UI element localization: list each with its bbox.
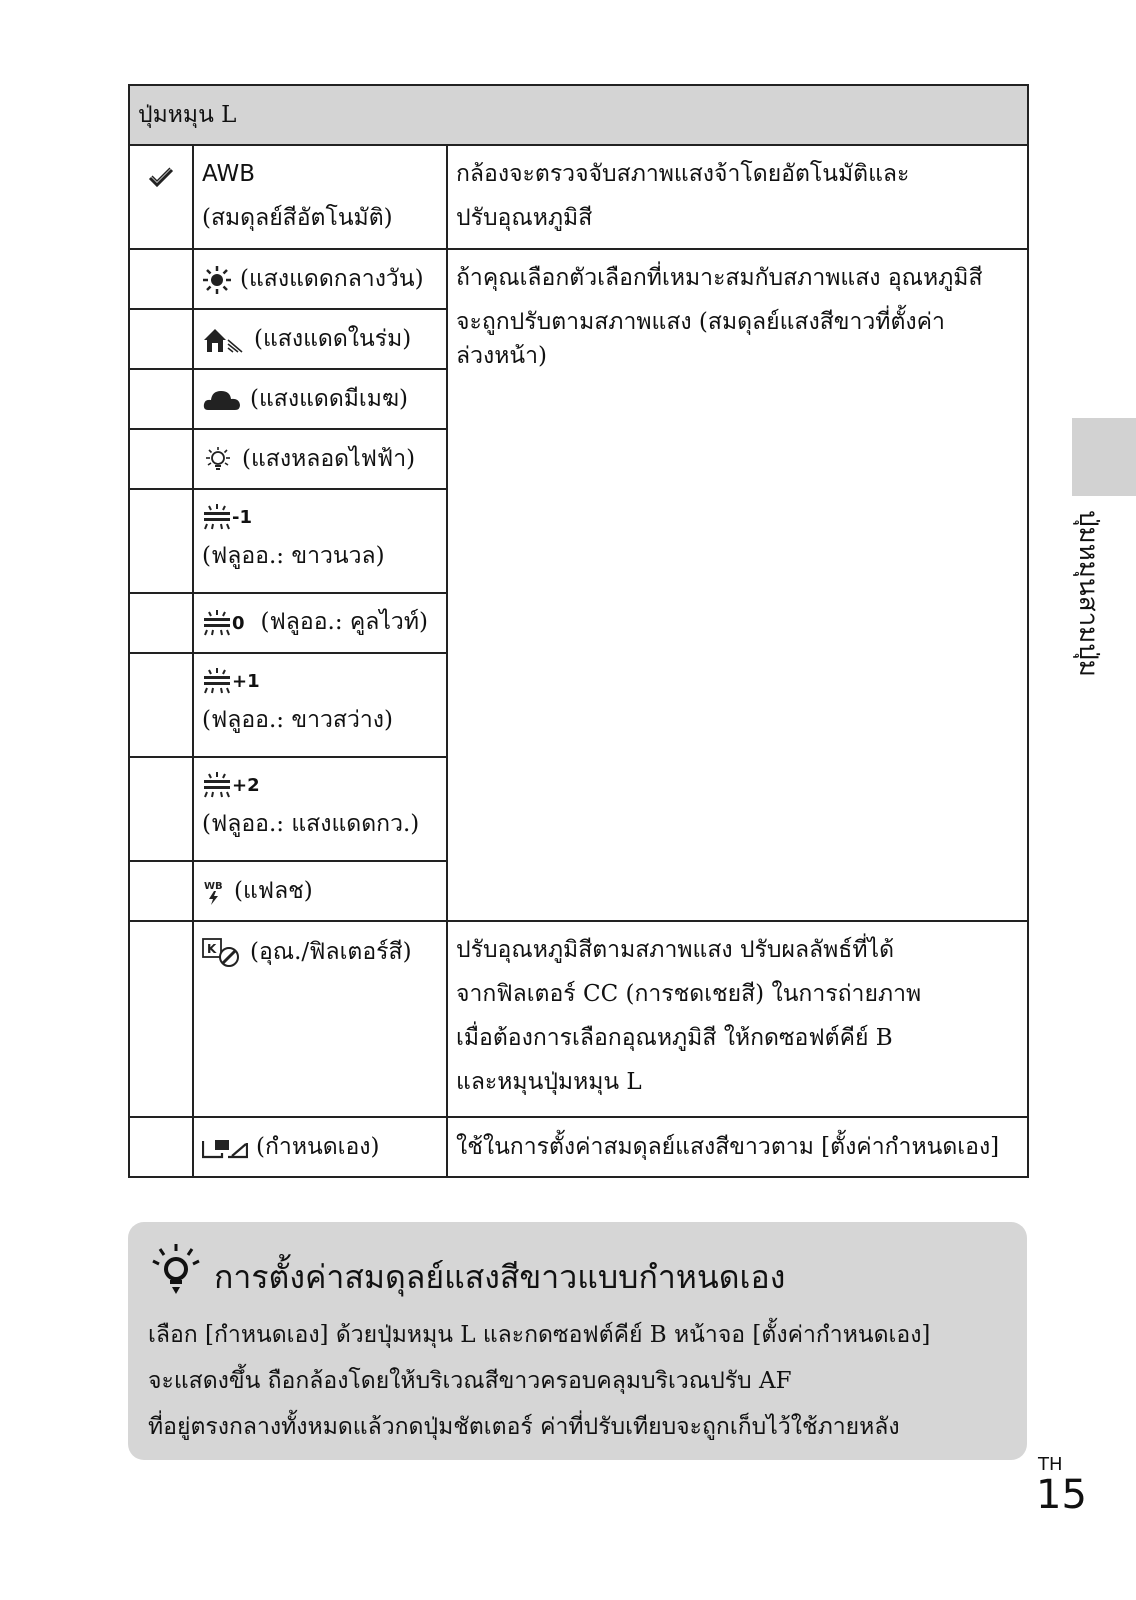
checkmark-cell [129, 145, 193, 249]
awb-desc-line: กล้องจะตรวจจับสภาพแสงจ้าโดยอัตโนมัติและ [456, 161, 910, 187]
fluor-warm-white-label: (ฟลูออ.: ขาวนวล) [202, 543, 385, 569]
bulb-icon [202, 447, 234, 473]
cloud-icon [202, 388, 242, 412]
fluorescent-icon [202, 504, 232, 530]
custom-description: ใช้ในการตั้งค่าสมดุลย์แสงสีขาวตาม [ตั้งค่ากำหนดเอง] [447, 1117, 1028, 1177]
incandescent-label: (แสงหลอดไฟฟ้า) [242, 446, 416, 472]
color-filter-icon [202, 938, 242, 968]
preset-description: ถ้าคุณเลือกตัวเลือกที่เหมาะสมกับสภาพแสง อุณหภูมิสี จะถูกปรับตามสภาพแสง (สมดุลย์แสงสีขาวที่ตั้งค่า ล่วงหน้า) [447, 249, 1028, 921]
fluorescent-step: +2 [232, 775, 260, 796]
fluor-day-white-label: (ฟลูออ.: ขาวสว่าง) [202, 707, 393, 733]
fluor-daylight-label: (ฟลูออ.: แสงแดดกว.) [202, 811, 420, 837]
fluorescent-step: -1 [232, 507, 252, 528]
fluorescent-icon [202, 772, 232, 798]
chapter-tab-label: ปุ่มหมุนสามปุ่ม [1073, 510, 1103, 677]
hint-title: การตั้งค่าสมดุลย์แสงสีขาวแบบกำหนดเอง [214, 1258, 786, 1296]
hint-lightbulb-icon [148, 1242, 204, 1298]
fluorescent-icon [202, 610, 232, 636]
table-row-daylight [129, 249, 1028, 309]
cloudy-label: (แสงแดดมีเมฆ) [250, 386, 408, 412]
white-balance-table [128, 84, 1029, 1178]
awb-label: AWB [202, 161, 255, 187]
color-filter-label: (อุณ./ฟิลเตอร์สี) [250, 939, 412, 965]
hint-box [128, 1222, 1027, 1460]
table-row-awb [129, 145, 1028, 249]
hint-body: เลือก [กำหนดเอง] ด้วยปุ่มหมุน L และกดซอฟต์คีย์ B หน้าจอ [ตั้งค่ากำหนดเอง] จะแสดงขึ้น ถือกล้องโดยให้บริเวณสีขาวครอบคลุมบริเวณปรับ AF ที่อยู่ตรงกลางทั้งหมดแล้วกดปุ่มชัตเตอร์ ค่าที่ปรับเทียบจะถูกเก็บไว้ใช้ภายหลัง [148, 1322, 931, 1440]
fluor-cool-white-label: (ฟลูออ.: คูลไวท์) [260, 609, 428, 635]
custom-wb-icon [202, 1137, 248, 1159]
table-row-color-filter [129, 921, 1028, 1117]
svg-text:WB: WB [204, 881, 223, 892]
sun-icon [202, 265, 232, 295]
table-header: ปุ่มหมุน L [129, 85, 1028, 145]
chapter-tab [1072, 418, 1136, 496]
daylight-label: (แสงแดดกลางวัน) [240, 266, 424, 292]
shade-label: (แสงแดดในร่ม) [254, 326, 412, 352]
page-number: 15 [1036, 1472, 1087, 1518]
awb-desc-line: ปรับอุณหภูมิสี [456, 205, 593, 231]
flash-label: (แฟลช) [234, 878, 313, 904]
checkmark-icon [148, 167, 174, 189]
svg-text:K: K [207, 942, 217, 956]
custom-label: (กำหนดเอง) [256, 1134, 380, 1160]
shade-house-icon [202, 326, 246, 354]
language-code: TH [1038, 1454, 1063, 1475]
fluorescent-icon [202, 668, 232, 694]
fluorescent-step: +1 [232, 671, 260, 692]
color-filter-description: ปรับอุณหภูมิสีตามสภาพแสง ปรับผลลัพธ์ที่ได้ จากฟิลเตอร์ CC (การชดเชยสี) ในการถ่ายภาพ เมื่อต้องการเลือกอุณหภูมิสี ให้กดซอฟต์คีย์ B และหมุนปุ่มหมุน L [447, 921, 1028, 1117]
flash-wb-icon [202, 878, 226, 906]
table-row-custom [129, 1117, 1028, 1177]
awb-sub-label: (สมดุลย์สีอัตโนมัติ) [202, 205, 393, 231]
fluorescent-step: 0 [232, 613, 245, 634]
